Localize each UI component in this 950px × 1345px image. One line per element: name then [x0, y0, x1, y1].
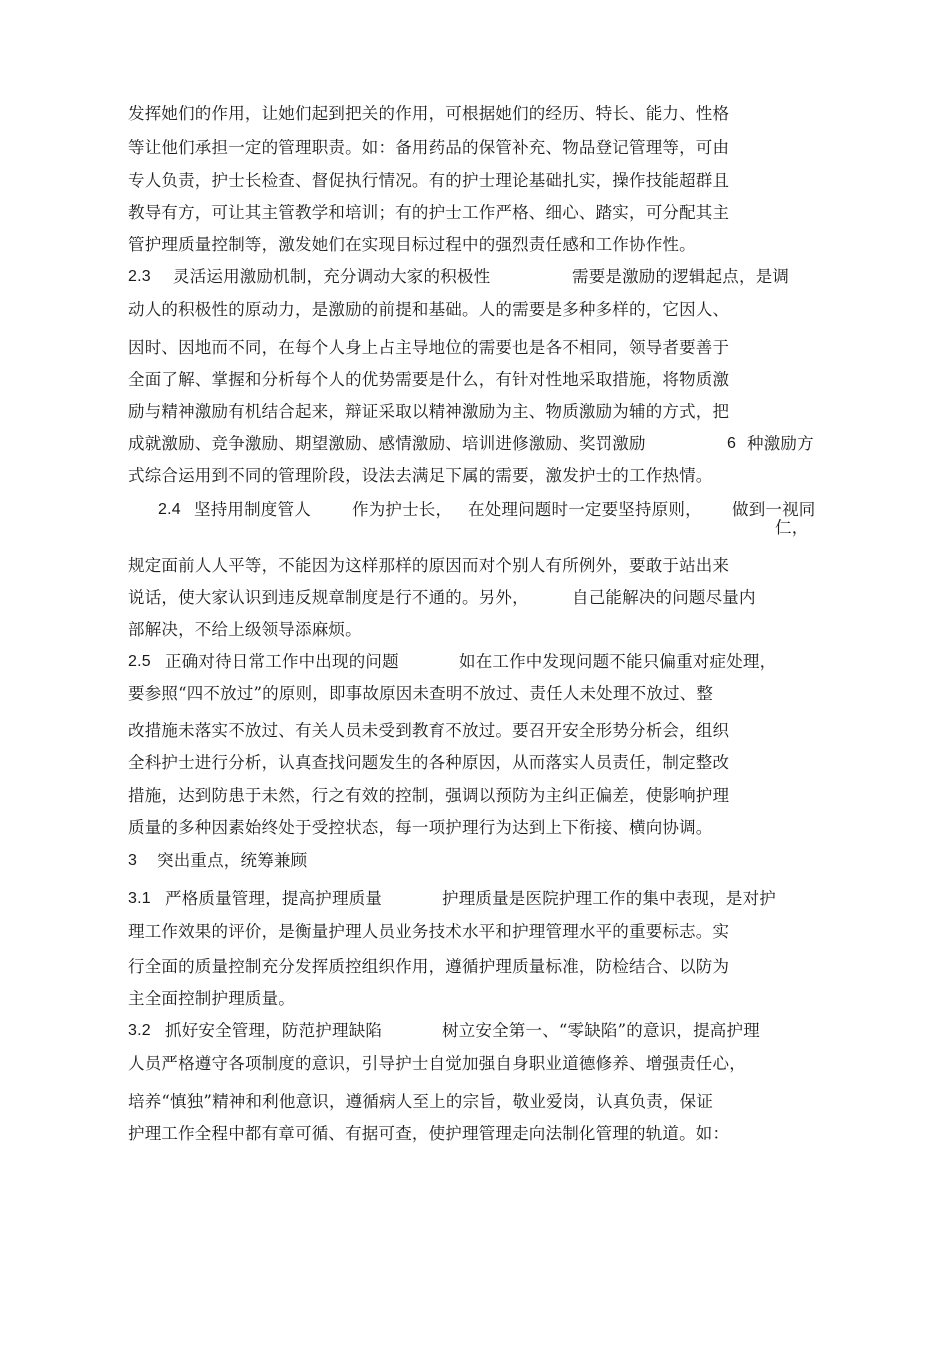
body-text-line: 改措施未落实不放过、有关人员未受到教育不放过。要召开安全形势分析会，组织 [128, 721, 730, 740]
body-text-line: 说话，使大家认识到违反规章制度是行不通的。另外， [128, 588, 529, 607]
section-number: 3 [128, 852, 138, 869]
body-text-line: 规定面前人人平等，不能因为这样那样的原因而对个别人有所例外，要敢于站出来 [128, 556, 730, 575]
section-heading: 正确对待日常工作中出现的问题 [165, 652, 399, 671]
body-text-line: 培养“慎独”精神和利他意识，遵循病人至上的宗旨，敬业爱岗，认真负责，保证 [128, 1092, 714, 1111]
body-text-line: 作为护士长， [352, 500, 453, 519]
body-text-line: 需要是激励的逻辑起点，是调 [572, 267, 790, 286]
body-text-line: 部解决，不给上级领导添麻烦。 [128, 620, 362, 639]
body-text-line: 仁， [775, 518, 809, 537]
body-text-line: 在处理问题时一定要坚持原则， [468, 500, 702, 519]
body-text-line: 教导有方，可让其主管教学和培训；有的护士工作严格、细心、踏实，可分配其主 [128, 203, 730, 222]
body-text-line: 护理工作全程中都有章可循、有据可查，使护理管理走向法制化管理的轨道。如： [128, 1124, 730, 1143]
body-text-line: 励与精神激励有机结合起来，辩证采取以精神激励为主、物质激励为辅的方式，把 [128, 402, 730, 421]
body-text-line: 种激励方 [747, 434, 814, 453]
body-text-line: 等让他们承担一定的管理职责。如：备用药品的保管补充、物品登记管理等，可由 [128, 138, 730, 157]
body-text-line: 树立安全第一、“零缺陷”的意识，提高护理 [442, 1021, 760, 1040]
body-text-line: 因时、因地而不同，在每个人身上占主导地位的需要也是各不相同，领导者要善于 [128, 338, 730, 357]
section-number: 3.1 [128, 890, 151, 907]
body-text-line: 主全面控制护理质量。 [128, 989, 295, 1008]
body-text-line: 成就激励、竞争激励、期望激励、感情激励、培训进修激励、奖罚激励 [128, 434, 646, 453]
section-number: 3.2 [128, 1022, 151, 1039]
body-text-line: 措施，达到防患于未然，行之有效的控制，强调以预防为主纠正偏差，使影响护理 [128, 786, 730, 805]
body-text-line: 行全面的质量控制充分发挥质控组织作用，遵循护理质量标准，防检结合、以防为 [128, 957, 730, 976]
body-text-line: 全科护士进行分析，认真查找问题发生的各种原因，从而落实人员责任，制定整改 [128, 753, 730, 772]
body-text-line: 专人负责，护士长检查、督促执行情况。有的护士理论基础扎实，操作技能超群且 [128, 171, 730, 190]
body-text-line: 人员严格遵守各项制度的意识，引导护士自觉加强自身职业道德修养、增强责任心， [128, 1054, 746, 1073]
section-number: 2.5 [128, 653, 151, 670]
section-heading: 严格质量管理，提高护理质量 [165, 889, 383, 908]
body-text-line: 自己能解决的问题尽量内 [572, 588, 756, 607]
body-text-line: 做到一视同 [732, 500, 816, 519]
section-number: 2.3 [128, 268, 151, 285]
body-text-line: 质量的多种因素始终处于受控状态，每一项护理行为达到上下衔接、横向协调。 [128, 818, 713, 837]
body-text-line: 护理质量是医院护理工作的集中表现，是对护 [442, 889, 776, 908]
section-heading: 抓好安全管理，防范护理缺陷 [165, 1021, 383, 1040]
body-text-line: 式综合运用到不同的管理阶段，设法去满足下属的需要，激发护士的工作热情。 [128, 466, 713, 485]
body-text-line: 管护理质量控制等，激发她们在实现目标过程中的强烈责任感和工作协作性。 [128, 235, 696, 254]
section-number: 2.4 [158, 501, 181, 518]
body-text-line: 如在工作中发现问题不能只偏重对症处理， [459, 652, 777, 671]
body-text-line: 全面了解、掌握和分析每个人的优势需要是什么，有针对性地采取措施，将物质激 [128, 370, 730, 389]
section-heading: 突出重点，统筹兼顾 [157, 851, 308, 870]
body-text-line: 动人的积极性的原动力，是激励的前提和基础。人的需要是多种多样的，它因人、 [128, 300, 730, 319]
inline-number: 6 [727, 435, 737, 452]
section-heading: 坚持用制度管人 [194, 500, 311, 519]
body-text-line: 发挥她们的作用，让她们起到把关的作用，可根据她们的经历、特长、能力、性格 [128, 104, 730, 123]
section-heading: 灵活运用激励机制，充分调动大家的积极性 [173, 267, 491, 286]
body-text-line: 理工作效果的评价，是衡量护理人员业务技术水平和护理管理水平的重要标志。实 [128, 922, 730, 941]
body-text-line: 要参照“四不放过”的原则，即事故原因未查明不放过、责任人未处理不放过、整 [128, 684, 714, 703]
